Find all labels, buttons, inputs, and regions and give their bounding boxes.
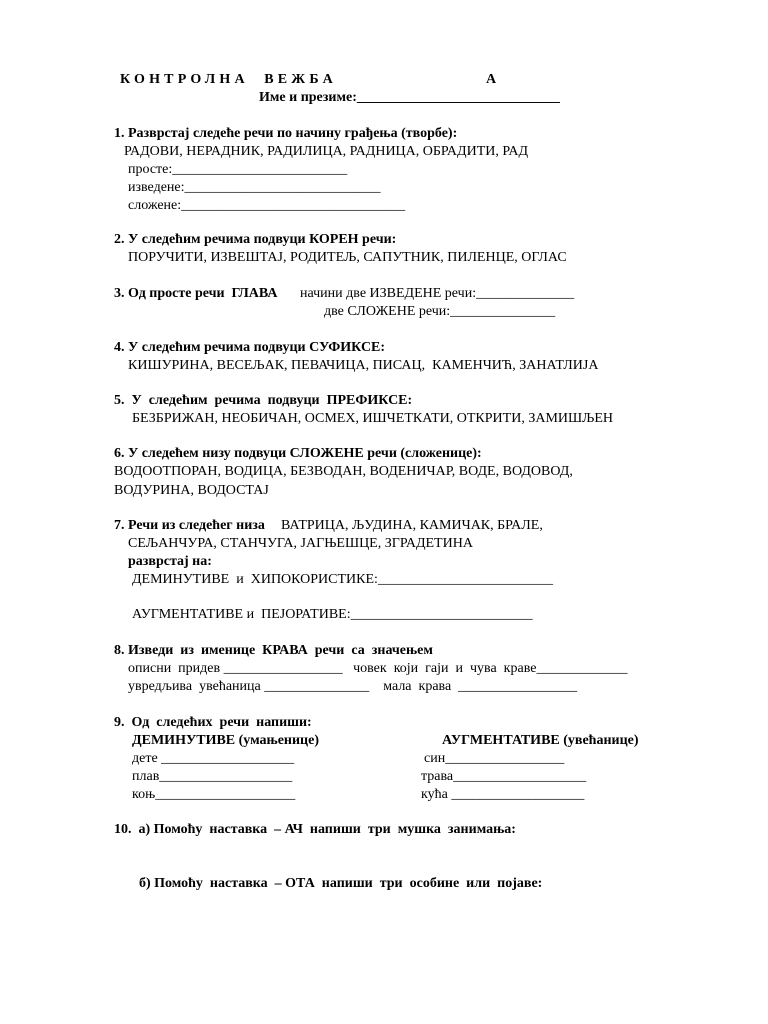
name-field: Име и презиме:_____________________________ — [259, 90, 560, 105]
q5-title: 5. У следећим речима подвуци ПРЕФИКСЕ: — [114, 393, 413, 408]
q7-sort-label: разврстај на: — [128, 554, 212, 569]
q1-simple-line: просте:_________________________ — [128, 162, 348, 177]
q3-compound-line: две СЛОЖЕНЕ речи:_______________ — [324, 304, 556, 319]
q8-line1: описни придев _________________ човек који гаји и чува краве_____________ — [128, 661, 628, 676]
q9-left-item: дете ___________________ — [132, 751, 295, 766]
q1-words: РАДОВИ, НЕРАДНИК, РАДИЛИЦА, РАДНИЦА, ОБРАДИТИ, РАД — [124, 144, 529, 159]
q3-derived-line: начини две ИЗВЕДЕНЕ речи:______________ — [300, 286, 575, 301]
q1-compound-line: сложене:________________________________ — [128, 198, 406, 213]
q8-title: 8. Изведи из именице КРАВА речи са значењем — [114, 643, 433, 658]
q7-words-line2: СЕЉАНЧУРА, СТАНЧУГА, ЈАГЊЕШЦЕ, ЗГРАДЕТИНА — [128, 536, 473, 551]
q6-title: 6. У следећем низу подвуци СЛОЖЕНЕ речи (сложенице): — [114, 446, 482, 461]
q10-part-a: 10. а) Помоћу наставка – АЧ напиши три мушка занимања: — [114, 822, 516, 837]
q9-right-heading: АУГМЕНТАТИВЕ (увећанице) — [442, 733, 639, 748]
q7-augmentative-line: АУГМЕНТАТИВЕ и ПЕЈОРАТИВЕ:__________________________ — [132, 607, 533, 622]
q4-words: КИШУРИНА, ВЕСЕЉАК, ПЕВАЧИЦА, ПИСАЦ, КАМЕНЧИЋ, ЗАНАТЛИЈА — [128, 358, 599, 373]
q2-words: ПОРУЧИТИ, ИЗВЕШТАЈ, РОДИТЕЉ, САПУТНИК, ПИЛЕНЦЕ, ОГЛАС — [128, 250, 567, 265]
q9-right-item: кућа ___________________ — [421, 787, 585, 802]
q2-title: 2. У следећим речима подвуци КОРЕН речи: — [114, 232, 397, 247]
q9-right-item: син_________________ — [424, 751, 565, 766]
q9-title: 9. Од следећих речи напиши: — [114, 715, 312, 730]
worksheet-title: КОНТРОЛНА ВЕЖБА — [120, 72, 337, 87]
q1-derived-line: изведене:____________________________ — [128, 180, 381, 195]
q9-left-heading: ДЕМИНУТИВЕ (умањенице) — [132, 733, 320, 748]
q4-title: 4. У следећим речима подвуци СУФИКСЕ: — [114, 340, 386, 355]
q8-line2: увредљива увећаница _______________ мала крава _________________ — [128, 679, 578, 694]
q9-right-item: трава___________________ — [421, 769, 587, 784]
q10-part-b: б) Помоћу наставка – ОТА напиши три особине или појаве: — [139, 876, 543, 891]
q1-title: 1. Разврстај следеће речи по начину грађења (творбе): — [114, 126, 458, 141]
q6-words-line1: ВОДООТПОРАН, ВОДИЦА, БЕЗВОДАН, ВОДЕНИЧАР, ВОДЕ, ВОДОВОД, — [114, 464, 573, 479]
variant-label: А — [486, 72, 497, 87]
q9-left-item: плав___________________ — [132, 769, 293, 784]
q7-words-line1: ВАТРИЦА, ЉУДИНА, КАМИЧАК, БРАЛЕ, — [281, 518, 543, 533]
q5-words: БЕЗБРИЖАН, НЕОБИЧАН, ОСМЕХ, ИШЧЕТКАТИ, ОТКРИТИ, ЗАМИШЉЕН — [132, 411, 613, 426]
q7-title: 7. Речи из следећег низа — [114, 518, 265, 533]
q6-words-line2: ВОДУРИНА, ВОДОСТАЈ — [114, 483, 269, 498]
q3-title: 3. Од просте речи ГЛАВА — [114, 286, 278, 301]
q7-diminutive-line: ДЕМИНУТИВЕ и ХИПОКОРИСТИКЕ:_________________________ — [132, 572, 553, 587]
q9-left-item: коњ____________________ — [132, 787, 296, 802]
